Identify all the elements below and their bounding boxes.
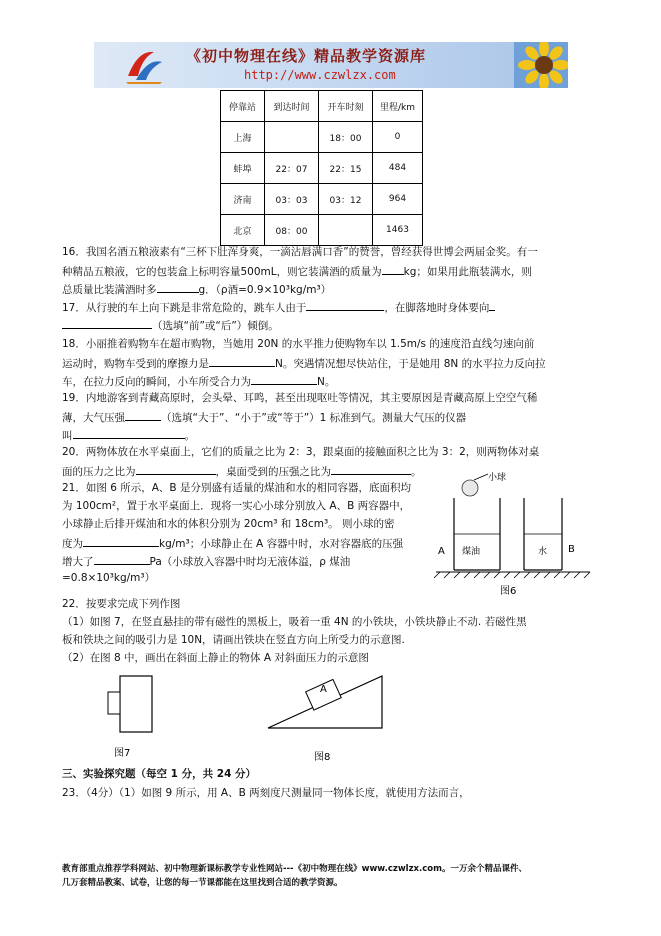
page-footer [62,862,527,890]
table-cell: 964 [373,184,423,215]
table-cell: 22：15 [319,153,373,184]
liquid-a-label: 煤油 [462,547,481,557]
q17-line2: （选填“前”或“后”）倾倒。 [62,316,279,335]
answer-blank[interactable] [382,262,404,275]
q22-line1: 22．按要求完成下列作图 [62,598,181,610]
table-header-row [221,91,423,122]
figure-6 [430,468,600,600]
banner-url: http://www.czwlzx.com [244,68,396,82]
section-3-heading: 三、实验探究题（每空 1 分，共 24 分） [62,768,257,780]
table-row [221,153,423,184]
table-cell: 1463 [373,215,423,246]
table-cell [265,122,319,153]
figure-7-caption: 图7 [114,748,131,759]
q22-line2: （1）如图 7，在竖直悬挂的带有磁性的黑板上，吸着一重 4N 的小铁块，小铁块静止不动. 若磁性黑 [62,616,527,628]
q18-line1: 18．小丽推着购物车在超市购物，当她用 20N 的水平推力使购物车以 1.5m/s 的速度沿直线匀速向前 [62,338,535,350]
q19-line3: 叫 。 [62,426,195,445]
table-cell: 03：12 [319,184,373,215]
ball-icon [462,480,478,496]
table-row [221,184,423,215]
figure-8 [262,664,392,766]
container-a-label: A [438,546,445,557]
table-cell [319,215,373,246]
figure-6-caption: 图6 [500,586,517,597]
site-logo [124,46,164,84]
answer-blank[interactable] [136,462,216,475]
q21-line5: 增大了 Pa（小球放入容器中时均无液体溢，ρ 煤油 [62,552,350,571]
sunflower-icon [514,42,568,88]
answer-blank[interactable] [83,534,159,547]
train-timetable [220,90,423,246]
answer-blank[interactable] [331,462,411,475]
block-a-label: A [320,684,327,695]
table-header: 到达时间 [265,91,319,122]
q20-line2: 面的压力之比为 ，桌面受到的压强之比为 。 [62,462,422,481]
q21-line1: 21．如图 6 所示，A、B 是分别盛有适量的煤油和水的相同容器，底面积均 [62,482,411,494]
q18-line2: 运动时，购物车受到的摩擦力是 N。突遇情况想尽快站住，于是她用 8N 的水平拉力反向拉 [62,354,546,373]
iron-block [108,692,120,714]
table-surface [434,572,590,578]
q19-line1: 19．内地游客到青藏高原时，会头晕、耳鸣，甚至出现呕吐等情况，其主要原因是青藏高原上空空气稀 [62,392,538,404]
table-cell: 0 [373,122,423,153]
footer-line2: 几万套精品教案、试卷，让您的每一节课都能在这里找到合适的教学资源。 [62,878,343,888]
container-b [524,498,562,570]
figure-7 [92,670,172,762]
container-b-label: B [568,544,575,555]
figure-8-caption: 图8 [314,752,331,763]
q16-line2: 种精品五粮液，它的包装盒上标明容量500mL，则它装满酒的质量为 kg；如果用此瓶装满水，则 [62,262,532,281]
banner-title: 《初中物理在线》精品教学资源库 [186,47,427,65]
table-row [221,215,423,246]
table-cell: 18：00 [319,122,373,153]
q22-line3: 板和铁块之间的吸引力是 10N，请画出铁块在竖直方向上所受力的示意图. [62,634,405,646]
q21-line4: 度为 kg/m³；小球静止在 A 容器中时，水对容器底的压强 [62,534,403,553]
answer-blank[interactable] [94,552,150,565]
table-header: 开车时刻 [319,91,373,122]
answer-blank[interactable] [125,408,161,421]
ball-label: 小球 [488,473,507,483]
table-header: 停靠站 [221,91,265,122]
q16-line1: 16．我国名酒五粮液素有“三杯下肚浑身爽，一滴沾唇满口香”的赞誉，曾经获得世博会两届金奖。有一 [62,246,538,258]
table-row [221,122,423,153]
answer-blank[interactable] [306,298,384,311]
liquid-b-label: 水 [538,547,548,557]
ball-label-line [474,474,488,480]
answer-blank[interactable] [251,372,317,385]
table-cell: 22：07 [265,153,319,184]
container-a [454,498,500,570]
q23-line1: 23．（4分）（1）如图 9 所示，用 A、B 两刻度尺测量同一物体长度，就使用方法而言， [62,787,470,799]
q18-line3: 车，在拉力反向的瞬间，小车所受合力为 N。 [62,372,335,391]
q22-line4: （2）在图 8 中，画出在斜面上静止的物体 A 对斜面压力的示意图 [62,652,369,664]
table-cell: 上海 [221,122,265,153]
table-cell: 484 [373,153,423,184]
q16-line3: 总质量比装满酒时多 g．（ρ酒=0.9×10³kg/m³） [62,280,331,299]
footer-line1: 教育部重点推荐学科网站、初中物理新课标教学专业性网站---《初中物理在线》www.czwlzx.com。一万余个精品课件、 [62,864,527,874]
header-banner [94,42,568,88]
table-cell: 蚌埠 [221,153,265,184]
q21-line3: 小球静止后排开煤油和水的体积分别为 20cm³ 和 18cm³。 则小球的密 [62,518,395,530]
q19-line2: 薄，大气压强 （选填“大于”、“小于”或“等于”）1 标准到气。测量大气压的仪器 [62,408,466,427]
table-header: 里程/km [373,91,423,122]
q17-line1: 17．从行驶的车上向下跳是非常危险的，跳车人由于 ，在脚落地时身体要向 [62,298,495,317]
answer-blank[interactable] [73,426,185,439]
q20-line1: 20．两物体放在水平桌面上，它们的质量之比为 2：3，跟桌面的接触面积之比为 3：2，则两物体对桌 [62,446,540,458]
blackboard [120,676,152,732]
q21-line2: 为 100cm²，置于水平桌面上．现将一实心小球分别放入 A、B 两容器中， [62,500,411,512]
table-cell: 03：03 [265,184,319,215]
table-cell: 济南 [221,184,265,215]
answer-blank[interactable] [62,316,152,329]
q21-line6: =0.8×10³kg/m³） [62,572,156,584]
answer-blank[interactable] [209,354,275,367]
table-cell: 08：00 [265,215,319,246]
answer-blank[interactable] [489,298,495,311]
table-cell: 北京 [221,215,265,246]
answer-blank[interactable] [157,280,199,293]
